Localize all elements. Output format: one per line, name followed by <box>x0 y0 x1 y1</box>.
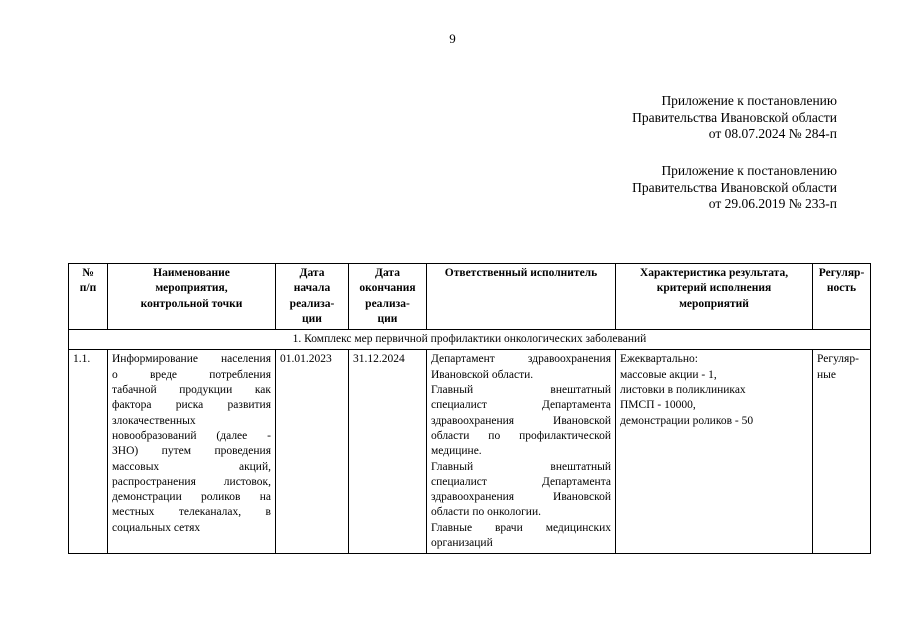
name-line: распространения листовок, <box>112 475 271 488</box>
measures-table <box>68 263 871 554</box>
responsible-line: Департамент здравоохранения <box>431 353 611 366</box>
table-header-row <box>69 264 871 330</box>
appendix-current-line: от 08.07.2024 № 284-п <box>708 126 837 141</box>
result-line: Ежеквартально: <box>620 353 698 366</box>
responsible-line: здравоохранения Ивановской <box>431 414 611 427</box>
name-line: Информирование населения <box>112 353 271 366</box>
header-regularity <box>813 264 871 330</box>
header-line: Дата <box>299 267 325 279</box>
name-line: новообразований (далее - <box>112 429 271 442</box>
responsible-line: области по профилактической <box>431 429 611 442</box>
appendix-current-line: Правительства Ивановской области <box>632 109 837 125</box>
name-line: массовых акций, <box>112 460 271 473</box>
header-line: Ответственный исполнитель <box>444 267 598 279</box>
regularity-line: Регуляр- <box>817 353 859 366</box>
header-result <box>616 264 813 330</box>
responsible-line: области по онкологии. <box>431 506 541 519</box>
responsible-line: Ивановской области. <box>431 368 534 381</box>
name-line: местных телеканалах, в <box>112 506 271 519</box>
row-name <box>108 350 276 554</box>
table-row <box>69 350 871 554</box>
name-line: злокачественных <box>112 414 196 427</box>
header-line: п/п <box>79 282 97 295</box>
header-line: Регуляр- <box>818 267 865 279</box>
header-line: реализа- <box>289 297 335 310</box>
row-number: 1.1. <box>69 350 108 554</box>
row-end-date: 31.12.2024 <box>349 350 427 554</box>
result-line: листовки в поликлиниках <box>620 384 746 397</box>
appendix-original-header <box>632 163 837 213</box>
header-line: критерий исполнения <box>656 282 772 295</box>
name-line: демонстрации роликов на <box>112 491 271 504</box>
name-line: табачной продукции как <box>112 384 271 397</box>
header-line: реализа- <box>365 297 410 310</box>
header-line: ность <box>826 282 857 295</box>
header-line: мероприятий <box>679 297 749 310</box>
header-name <box>108 264 276 330</box>
responsible-line: здравоохранения Ивановской <box>431 491 611 504</box>
header-line: мероприятия, <box>155 282 228 295</box>
header-line: окончания <box>359 282 416 295</box>
responsible-line: Главный внештатный <box>431 384 611 397</box>
result-line: массовые акции - 1, <box>620 368 717 381</box>
row-responsible <box>427 350 616 554</box>
header-line: Наименование <box>153 267 230 279</box>
header-line: ции <box>302 312 322 325</box>
name-line: социальных сетях <box>112 521 201 534</box>
responsible-line: медицине. <box>431 445 482 458</box>
header-line: ции <box>377 312 398 325</box>
appendix-original-line: Правительства Ивановской области <box>632 179 837 195</box>
header-line: Дата <box>375 267 400 279</box>
appendix-current-line: Приложение к постановлению <box>661 93 837 108</box>
regularity-line: ные <box>817 368 836 381</box>
appendix-current-header <box>632 93 837 143</box>
name-line: ЗНО) путем проведения <box>112 445 271 458</box>
header-start-date <box>276 264 349 330</box>
result-line: ПМСП - 10000, <box>620 399 696 412</box>
responsible-line: специалист Департамента <box>431 399 611 412</box>
header-number <box>69 264 108 330</box>
responsible-line: специалист Департамента <box>431 475 611 488</box>
name-line: о вреде потребления <box>112 368 271 381</box>
header-line: № <box>82 267 94 279</box>
section-row <box>69 330 871 350</box>
responsible-line: Главный внештатный <box>431 460 611 473</box>
result-line: демонстрации роликов - 50 <box>620 414 754 427</box>
row-start-date: 01.01.2023 <box>276 350 349 554</box>
responsible-line: организаций <box>431 537 493 550</box>
appendix-original-line: от 29.06.2019 № 233-п <box>708 196 837 211</box>
header-line: Характеристика результата, <box>639 267 789 279</box>
section-title: 1. Комплекс мер первичной профилактики онкологических заболеваний <box>69 330 871 350</box>
header-line: начала <box>293 282 331 295</box>
row-result <box>616 350 813 554</box>
header-responsible <box>427 264 616 330</box>
appendix-original-line: Приложение к постановлению <box>661 163 837 178</box>
row-regularity <box>813 350 871 554</box>
name-line: фактора риска развития <box>112 399 271 412</box>
header-end-date <box>349 264 427 330</box>
responsible-line: Главные врачи медицинских <box>431 521 611 534</box>
page-number: 9 <box>449 31 456 46</box>
header-line: контрольной точки <box>140 297 243 310</box>
